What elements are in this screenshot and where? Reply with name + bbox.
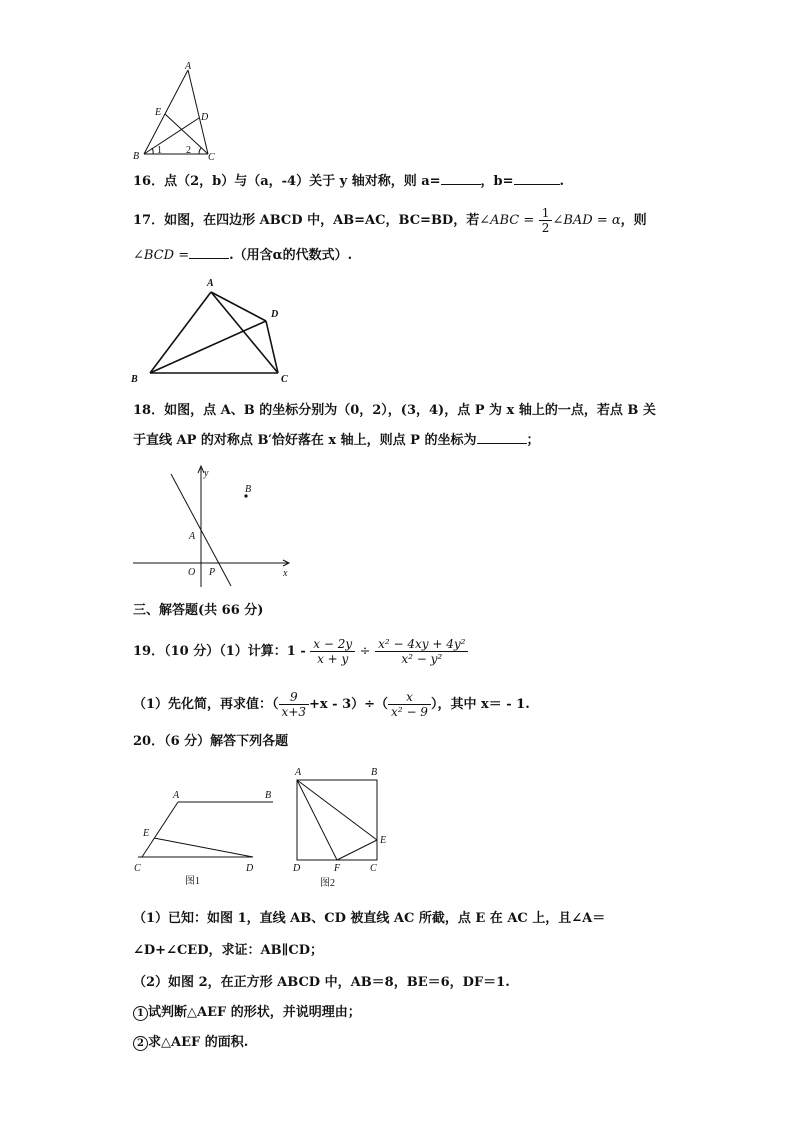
label-2: 2 bbox=[186, 145, 191, 156]
q16-end: . bbox=[559, 174, 565, 189]
label-c: C bbox=[370, 863, 377, 874]
q20-part2: （2）如图 2，在正方形 ABCD 中，AB＝8，BE＝6，DF＝1. bbox=[133, 975, 510, 990]
q16-mid: ，b= bbox=[480, 174, 514, 189]
label-b: B bbox=[131, 374, 138, 385]
question-20-sub1 bbox=[133, 1004, 361, 1022]
q19-divide-sign: ÷ bbox=[359, 644, 371, 659]
q19-fraction-4: $\frac{x}{\text{x² − 9}}$ bbox=[388, 690, 431, 719]
q19-fraction-3: $\frac{9}{x+3}$ bbox=[279, 690, 309, 719]
question-20-part2 bbox=[133, 974, 510, 992]
answer-blank-p bbox=[477, 431, 527, 444]
square-abcd bbox=[297, 780, 377, 860]
label-a: A bbox=[207, 278, 214, 289]
q18-line2-end: ； bbox=[526, 433, 540, 448]
figure-20-2 bbox=[288, 763, 398, 893]
label-c: C bbox=[208, 152, 215, 163]
question-19-part2 bbox=[133, 686, 530, 724]
figure-20-1 bbox=[128, 785, 283, 890]
q18-line2-pre: 于直线 AP 的对称点 B′恰好落在 x 轴上，则点 P 的坐标为 bbox=[133, 433, 477, 448]
segment-ae bbox=[297, 780, 377, 840]
answer-blank-bcd bbox=[189, 246, 229, 259]
q20-part1-line1: （1）已知：如图 1，直线 AB、CD 被直线 AC 所截，点 E 在 AC 上，且∠A＝ bbox=[133, 911, 606, 926]
q18-line1: 18．如图，点 A、B 的坐标分别为（0，2），(3，4)，点 P 为 x 轴上的一点，若点 B 关 bbox=[133, 403, 656, 418]
question-17-line2 bbox=[133, 246, 352, 265]
q19-label: 19．（10 分）（1）计算：1 - bbox=[133, 644, 306, 659]
question-20-part1-line1 bbox=[133, 910, 605, 928]
label-y: y bbox=[204, 468, 209, 479]
question-16 bbox=[133, 172, 564, 191]
label-b: B bbox=[371, 767, 378, 778]
q19-part2-mid: +x - 3）÷（ bbox=[309, 697, 389, 712]
label-a: A bbox=[173, 790, 180, 801]
question-18-line1 bbox=[133, 402, 656, 420]
label-e: E bbox=[143, 828, 150, 839]
question-19-part1 bbox=[133, 632, 468, 672]
angle-mark-2 bbox=[199, 148, 201, 154]
section-heading-3 bbox=[133, 602, 263, 620]
label-a: A bbox=[295, 767, 302, 778]
label-o: O bbox=[188, 567, 196, 578]
circled-number-2: 2 bbox=[133, 1036, 148, 1051]
label-d: D bbox=[271, 309, 279, 320]
answer-blank-b bbox=[514, 172, 560, 185]
q19-part2-pre: （1）先化简，再求值：（ bbox=[133, 697, 279, 712]
q16-text: 16．点（2，b）与（a，-4）关于 y 轴对称，则 a= bbox=[133, 174, 441, 189]
label-d: D bbox=[201, 112, 209, 123]
label-a: A bbox=[185, 61, 192, 72]
label-f: F bbox=[334, 863, 341, 874]
question-20-sub2 bbox=[133, 1034, 248, 1052]
label-c: C bbox=[281, 374, 288, 385]
question-20-title bbox=[133, 733, 288, 751]
segment-af bbox=[297, 780, 337, 860]
label-e: E bbox=[380, 835, 387, 846]
fig1-caption: 图1 bbox=[185, 876, 200, 887]
q20-sub2: 求△AEF 的面积. bbox=[148, 1035, 249, 1050]
label-c: C bbox=[134, 863, 141, 874]
label-d: D bbox=[246, 863, 254, 874]
q17-line1-pre: 17．如图，在四边形 ABCD 中，AB=AC，BC=BD，若 bbox=[133, 213, 480, 228]
angle-mark-1 bbox=[152, 148, 153, 154]
label-b: B bbox=[133, 151, 140, 162]
label-a: A bbox=[189, 531, 196, 542]
fig2-caption: 图2 bbox=[320, 878, 335, 889]
q17-angle-bad: ∠BAD = α bbox=[552, 213, 621, 228]
segment-ab bbox=[144, 70, 188, 154]
circled-number-1: 1 bbox=[133, 1006, 148, 1021]
q17-angle-abc: ∠ABC = bbox=[479, 213, 535, 228]
question-20-part1-line2 bbox=[133, 942, 323, 960]
label-e: E bbox=[155, 107, 162, 118]
label-b: B bbox=[245, 484, 252, 495]
coordinate-figure-18 bbox=[128, 462, 298, 587]
label-1: 1 bbox=[157, 145, 162, 156]
q17-angle-bcd: ∠BCD = bbox=[133, 248, 190, 263]
label-d: D bbox=[293, 863, 301, 874]
line-ed bbox=[154, 838, 253, 857]
segment-fe bbox=[337, 840, 377, 860]
question-17-line1 bbox=[133, 205, 647, 237]
q20-sub1: 试判断△AEF 的形状，并说明理由； bbox=[148, 1005, 361, 1020]
q17-line1-end: ，则 bbox=[620, 213, 647, 228]
question-18-line2 bbox=[133, 431, 540, 450]
segment-ad bbox=[211, 292, 266, 321]
label-p: P bbox=[209, 567, 216, 578]
label-x: x bbox=[283, 568, 288, 579]
q20-part1-line2: ∠D+∠CED，求证：AB∥CD； bbox=[133, 943, 324, 958]
section-3-title: 三、解答题(共 66 分) bbox=[133, 603, 264, 618]
q17-line2-post: .（用含α的代数式）. bbox=[229, 248, 353, 263]
answer-blank-a bbox=[441, 172, 481, 185]
q19-part2-end: ），其中 x＝ - 1. bbox=[430, 697, 530, 712]
triangle-figure-top bbox=[128, 60, 223, 165]
segment-bd bbox=[150, 321, 266, 373]
q20-title: 20．（6 分）解答下列各题 bbox=[133, 734, 289, 749]
label-b: B bbox=[265, 790, 272, 801]
q17-fraction-half: $\frac{1}{2}$ bbox=[539, 206, 553, 235]
quadrilateral-figure-17 bbox=[128, 272, 293, 387]
q19-fraction-2: $\frac{\text{x² − 4xy + 4y²}}{\text{x² − y²}}$ bbox=[375, 637, 468, 666]
q19-fraction-1: $\frac{x - 2y}{x + y}$ bbox=[310, 637, 355, 666]
segment-ab bbox=[150, 292, 211, 373]
